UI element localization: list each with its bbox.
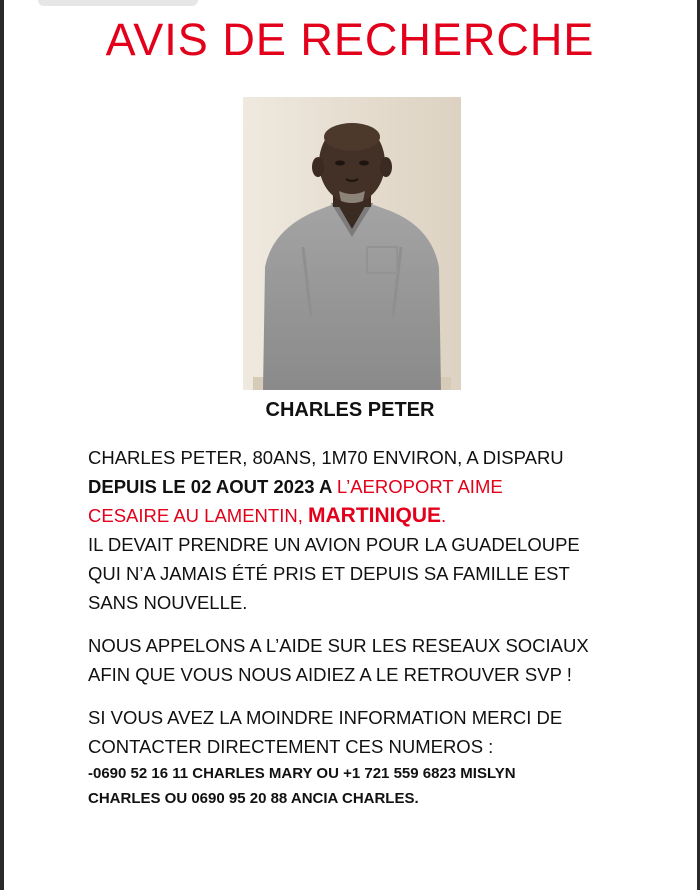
poster-body: [88, 443, 688, 811]
contact-numbers: [88, 761, 688, 811]
description-line-1: CHARLES PETER, 80ANS, 1M70 ENVIRON, A DISPARU: [88, 447, 564, 468]
poster-title: AVIS DE RECHERCHE: [105, 14, 595, 65]
martinique-label: MARTINIQUE: [308, 504, 441, 527]
airport-location: L’AEROPORT AIME: [336, 476, 503, 497]
missing-person-photo: [243, 97, 461, 390]
contact-instruction-line-1: SI VOUS AVEZ LA MOINDRE INFORMATION MERCI DE: [88, 707, 563, 728]
left-frame-border: [0, 0, 4, 890]
top-tab-edge: [38, 0, 198, 6]
period-mark: .: [441, 505, 447, 526]
description-line-4: IL DEVAIT PRENDRE UN AVION POUR LA GUADELOUPE: [88, 534, 580, 555]
description-line-5: QUI N’A JAMAIS ÉTÉ PRIS ET DEPUIS SA FAMILLE EST: [88, 563, 570, 584]
appeal-line-1: NOUS APPELONS A L’AIDE SUR LES RESEAUX SOCIAUX: [88, 635, 589, 656]
disappearance-date: DEPUIS LE 02 AOUT 2023 A: [88, 476, 337, 497]
description-paragraph: [88, 443, 688, 617]
airport-location-cont: CESAIRE AU LAMENTIN,: [88, 505, 308, 526]
contact-numbers-line-2: CHARLES OU 0690 95 20 88 ANCIA CHARLES.: [88, 790, 419, 807]
appeal-paragraph: [88, 631, 688, 689]
contact-instruction-line-2: CONTACTER DIRECTEMENT CES NUMEROS :: [88, 736, 494, 757]
contact-instruction-paragraph: [88, 703, 688, 761]
appeal-line-2: AFIN QUE VOUS NOUS AIDIEZ A LE RETROUVER SVP !: [88, 664, 572, 685]
contact-numbers-line-1: -0690 52 16 11 CHARLES MARY OU +1 721 559 6823 MISLYN: [88, 765, 516, 782]
person-name: CHARLES PETER: [265, 399, 435, 421]
person-portrait-icon: [243, 97, 461, 390]
description-line-6: SANS NOUVELLE.: [88, 592, 248, 613]
